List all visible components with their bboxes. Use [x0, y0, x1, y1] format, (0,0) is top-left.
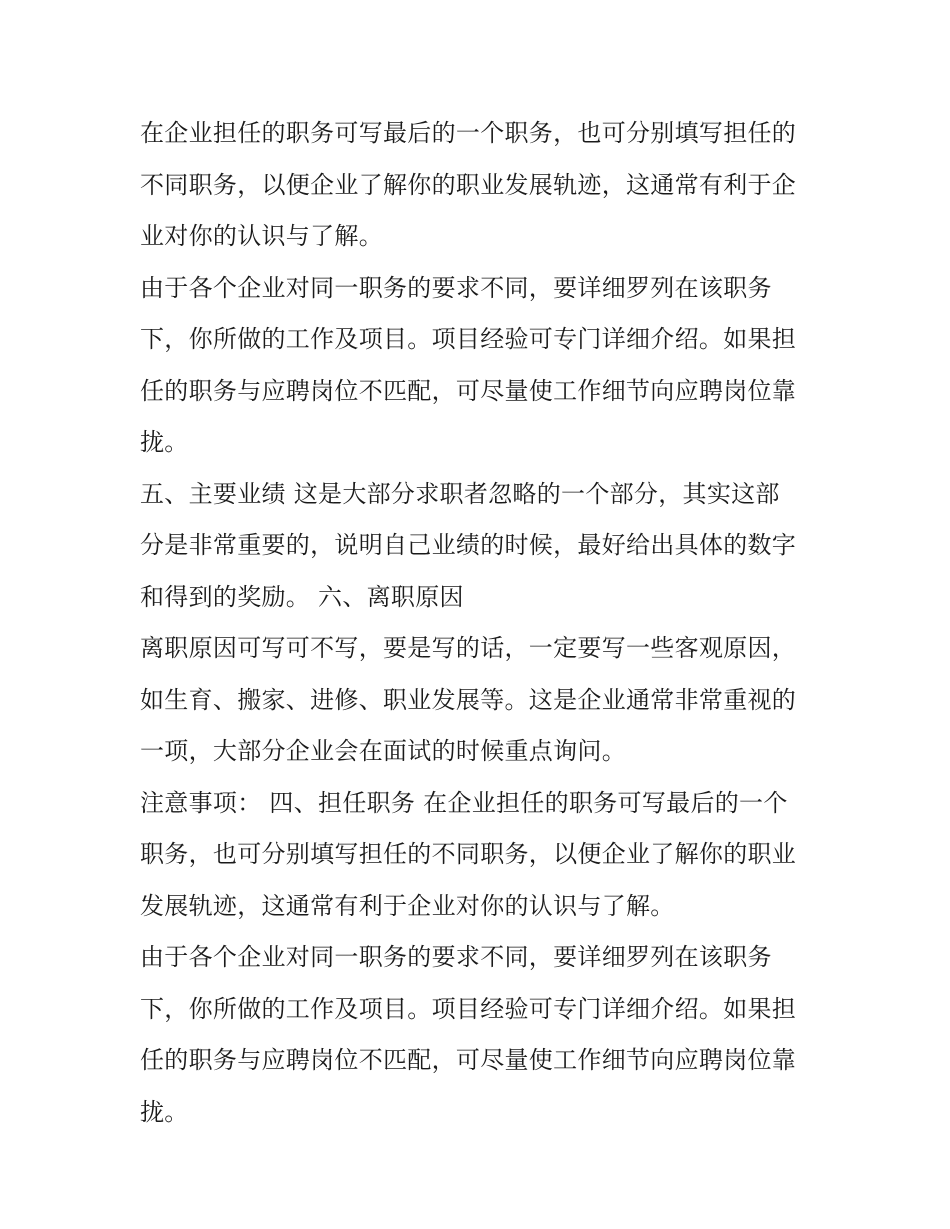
text-line: 不同职务，以便企业了解你的职业发展轨迹，这通常有利于企	[140, 170, 797, 199]
text-line: 任的职务与应聘岗位不匹配，可尽量使工作细节向应聘岗位靠	[140, 376, 797, 405]
text-line: 在企业担任的职务可写最后的一个职务，也可分别填写担任的	[140, 119, 797, 147]
text-line: 拢。	[140, 1097, 189, 1126]
text-line: 注意事项： 四、担任职务 在企业担任的职务可写最后的一个	[140, 788, 788, 817]
text-line: 下，你所做的工作及项目。项目经验可专门详细介绍。如果担	[140, 325, 797, 353]
text-line: 任的职务与应聘岗位不匹配，可尽量使工作细节向应聘岗位靠	[140, 1046, 797, 1074]
text-line: 分是非常重要的，说明自己业绩的时候，最好给出具体的数字	[140, 531, 797, 559]
text-line: 一项，大部分企业会在面试的时候重点询问。	[140, 737, 626, 765]
text-line: 发展轨迹，这通常有利于企业对你的认识与了解。	[140, 891, 675, 920]
text-line: 离职原因可写可不写，要是写的话，一定要写一些客观原因，	[140, 634, 797, 662]
text-line: 职务，也可分别填写担任的不同职务，以便企业了解你的职业	[140, 840, 797, 868]
text-line: 拢。	[140, 428, 189, 456]
text-line: 下，你所做的工作及项目。项目经验可专门详细介绍。如果担	[140, 994, 797, 1023]
text-line: 由于各个企业对同一职务的要求不同，要详细罗列在该职务	[140, 273, 772, 302]
text-line: 如生育、搬家、进修、职业发展等。这是企业通常非常重视的	[140, 685, 797, 714]
text-line: 业对你的认识与了解。	[140, 222, 383, 250]
text-line: 和得到的奖励。 六、离职原因	[140, 582, 464, 611]
text-line: 由于各个企业对同一职务的要求不同，要详细罗列在该职务	[140, 943, 772, 971]
text-line: 五、主要业绩 这是大部分求职者忽略的一个部分，其实这部	[140, 479, 780, 508]
document-body	[140, 108, 812, 1138]
